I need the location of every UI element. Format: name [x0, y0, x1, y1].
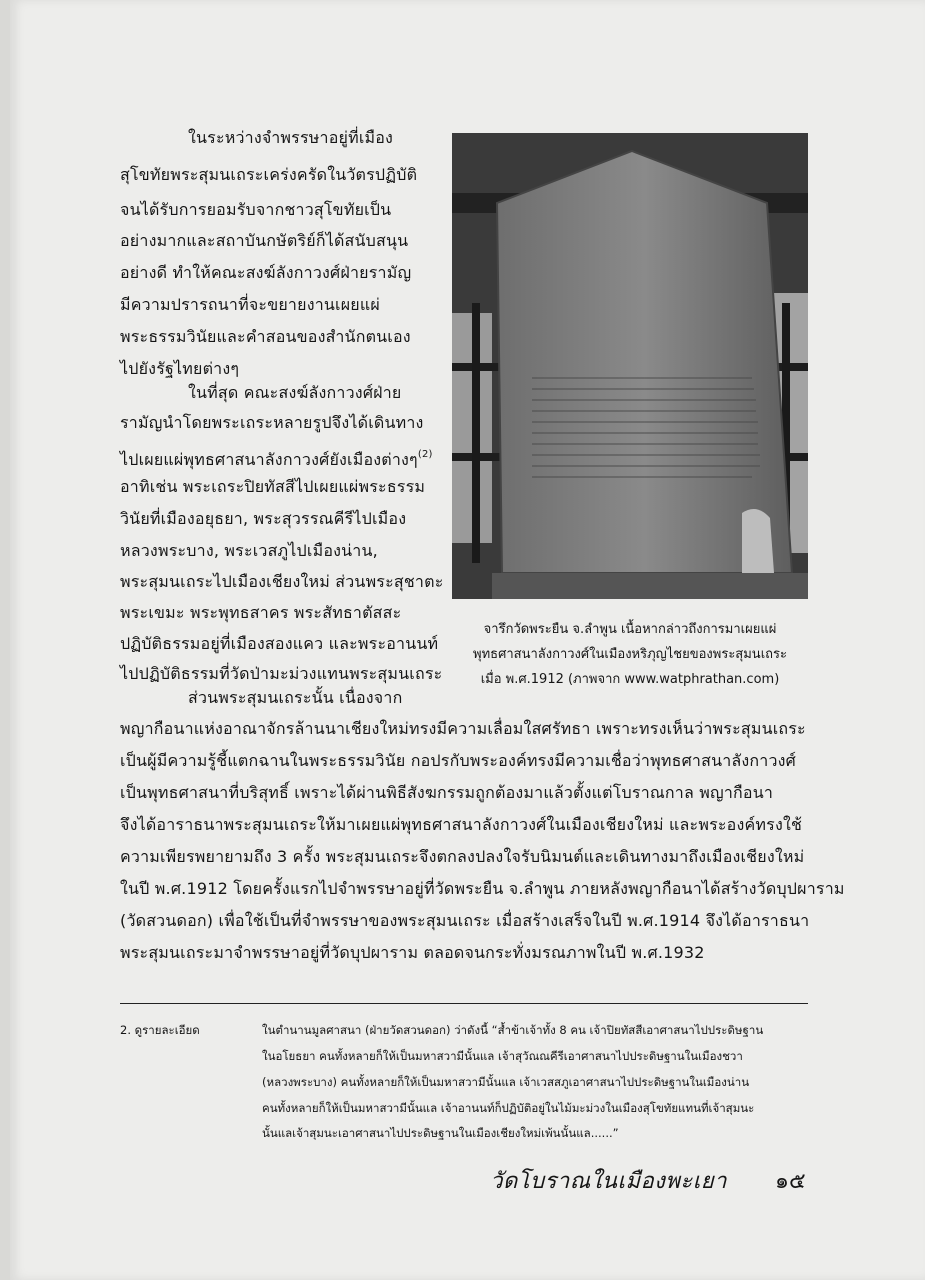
body-line: เป็นพุทธศาสนาที่บริสุทธิ์ เพราะได้ผ่านพิธีสังฆกรรมถูกต้องมาแล้วตั้งแต่โบราณกาล พญากือนา	[120, 783, 774, 802]
body-line: พระธรรมวินัยและคำสอนของสำนักตนเอง	[120, 327, 411, 346]
body-line: เป็นผู้มีความรู้ชี้แตกฉานในพระธรรมวินัย กอปรกับพระองค์ทรงมีความเชื่อว่าพุทธศาสนาลังกาวงศ์	[120, 751, 797, 770]
caption-line: เมื่อ พ.ศ.1912 (ภาพจาก www.watphrathan.com)	[480, 672, 780, 687]
body-line: ปฏิบัติธรรมอยู่ที่เมืองสองแคว และพระอานนท์	[120, 634, 439, 653]
caption-line: จารึกวัดพระยืน จ.ลำพูน เนื้อหากล่าวถึงการมาเผยแผ่	[483, 622, 777, 637]
body-line: ความเพียรพยายามถึง 3 ครั้ง พระสุมนเถระจึงตกลงปลงใจรับนิมนต์และเดินทางมาถึงเมืองเชียงใหม่	[120, 847, 805, 866]
stone-stele-image	[452, 133, 808, 599]
body-line: อย่างมากและสถาบันกษัตริย์ก็ได้สนับสนุน	[120, 231, 409, 250]
body-line: จนได้รับการยอมรับจากชาวสุโขทัยเป็น	[120, 200, 392, 219]
body-line: ส่วนพระสุมนเถระนั้น เนื่องจาก	[188, 688, 403, 707]
footnote-number: 2. ดูรายละเอียด	[120, 1023, 200, 1037]
book-page	[10, 0, 925, 1280]
footnote-line: ในอโยธยา คนทั้งหลายก็ให้เป็นมหาสวามีนั้นแล เจ้าสุวัณณคีรีเอาศาสนาไปประดิษฐานในเมืองชวา	[262, 1049, 743, 1063]
inscription-photo	[452, 133, 808, 599]
body-line: ไปเผยแผ่พุทธศาสนาลังกาวงศ์ยังเมืองต่างๆ$^{(2)}$	[120, 449, 433, 469]
body-line: ในที่สุด คณะสงฆ์ลังกาวงศ์ฝ่าย	[188, 383, 402, 402]
body-line: สุโขทัยพระสุมนเถระเคร่งครัดในวัตรปฏิบัติ	[120, 165, 418, 184]
footnote-line: ในตำนานมูลศาสนา (ฝ่ายวัดสวนดอก) ว่าดังนี้ “ส้ำข้าเจ้าทั้ง 8 คน เจ้าปิยทัสสีเอาศาสนาไปประดิษฐาน	[262, 1023, 764, 1037]
body-line: ในระหว่างจำพรรษาอยู่ที่เมือง	[188, 128, 394, 147]
caption-line: พุทธศาสนาลังกาวงศ์ในเมืองหริภุญไชยของพระสุมนเถระ	[473, 647, 787, 662]
body-line: วินัยที่เมืองอยุธยา, พระสุวรรณคีรีไปเมือง	[120, 509, 407, 528]
body-line: ไปปฏิบัติธรรมที่วัดป่ามะม่วงแทนพระสุมนเถระ	[120, 664, 443, 683]
body-line: พระสุมนเถระมาจำพรรษาอยู่ที่วัดบุปผาราม ตลอดจนกระทั่งมรณภาพในปี พ.ศ.1932	[120, 943, 705, 962]
body-line: อาทิเช่น พระเถระปิยทัสสีไปเผยแผ่พระธรรม	[120, 477, 426, 496]
footnote-divider	[120, 1003, 808, 1004]
page-number: ๑๕	[775, 1169, 806, 1194]
body-line: ไปยังรัฐไทยต่างๆ	[120, 359, 240, 378]
body-line: จึงได้อาราธนาพระสุมนเถระให้มาเผยแผ่พุทธศาสนาลังกาวงศ์ในเมืองเชียงใหม่ และพระองค์ทรงใช้	[120, 815, 803, 834]
body-line: (วัดสวนดอก) เพื่อใช้เป็นที่จำพรรษาของพระสุมนเถระ เมื่อสร้างเสร็จในปี พ.ศ.1914 จึงได้อาราธนา	[120, 911, 810, 930]
footnote-reference[interactable]: (2)	[417, 449, 433, 460]
body-line: ในปี พ.ศ.1912 โดยครั้งแรกไปจำพรรษาอยู่ที่วัดพระยืน จ.ลำพูน ภายหลังพญากือนาได้สร้างวัดบุปผาราม	[120, 879, 845, 898]
body-line: พระสุมนเถระไปเมืองเชียงใหม่ ส่วนพระสุชาตะ	[120, 572, 444, 591]
footnote-line: (หลวงพระบาง) คนทั้งหลายก็ให้เป็นมหาสวามีนั้นแล เจ้าเวสสภูเอาศาสนาไปประดิษฐานในเมืองน่าน	[262, 1075, 750, 1089]
body-line: มีความปรารถนาที่จะขยายงานเผยแผ่	[120, 295, 380, 314]
body-line: อย่างดี ทำให้คณะสงฆ์ลังกาวงศ์ฝ่ายรามัญ	[120, 263, 412, 282]
body-line: พระเขมะ พระพุทธสาคร พระสัทธาตัสสะ	[120, 603, 402, 622]
body-line: พญากือนาแห่งอาณาจักรล้านนาเชียงใหม่ทรงมีความเลื่อมใสศรัทธา เพราะทรงเห็นว่าพระสุมนเถระ	[120, 719, 806, 738]
book-title: วัดโบราณในเมืองพะเยา	[490, 1169, 727, 1194]
body-line: หลวงพระบาง, พระเวสภูไปเมืองน่าน,	[120, 541, 378, 560]
footnote-line: คนทั้งหลายก็ให้เป็นมหาสวามีนั้นแล เจ้าอานนท์ก็ปฏิบัติอยู่ในไม้มะม่วงในเมืองสุโขทัยแทนที่เจ้าสุมนะ	[262, 1101, 755, 1115]
footnote-line: นั้นแลเจ้าสุมนะเอาศาสนาไปประดิษฐานในเมืองเชียงใหม่เพ้นนั้นแล......”	[262, 1126, 619, 1140]
body-line: รามัญนำโดยพระเถระหลายรูปจึงได้เดินทาง	[120, 413, 424, 432]
